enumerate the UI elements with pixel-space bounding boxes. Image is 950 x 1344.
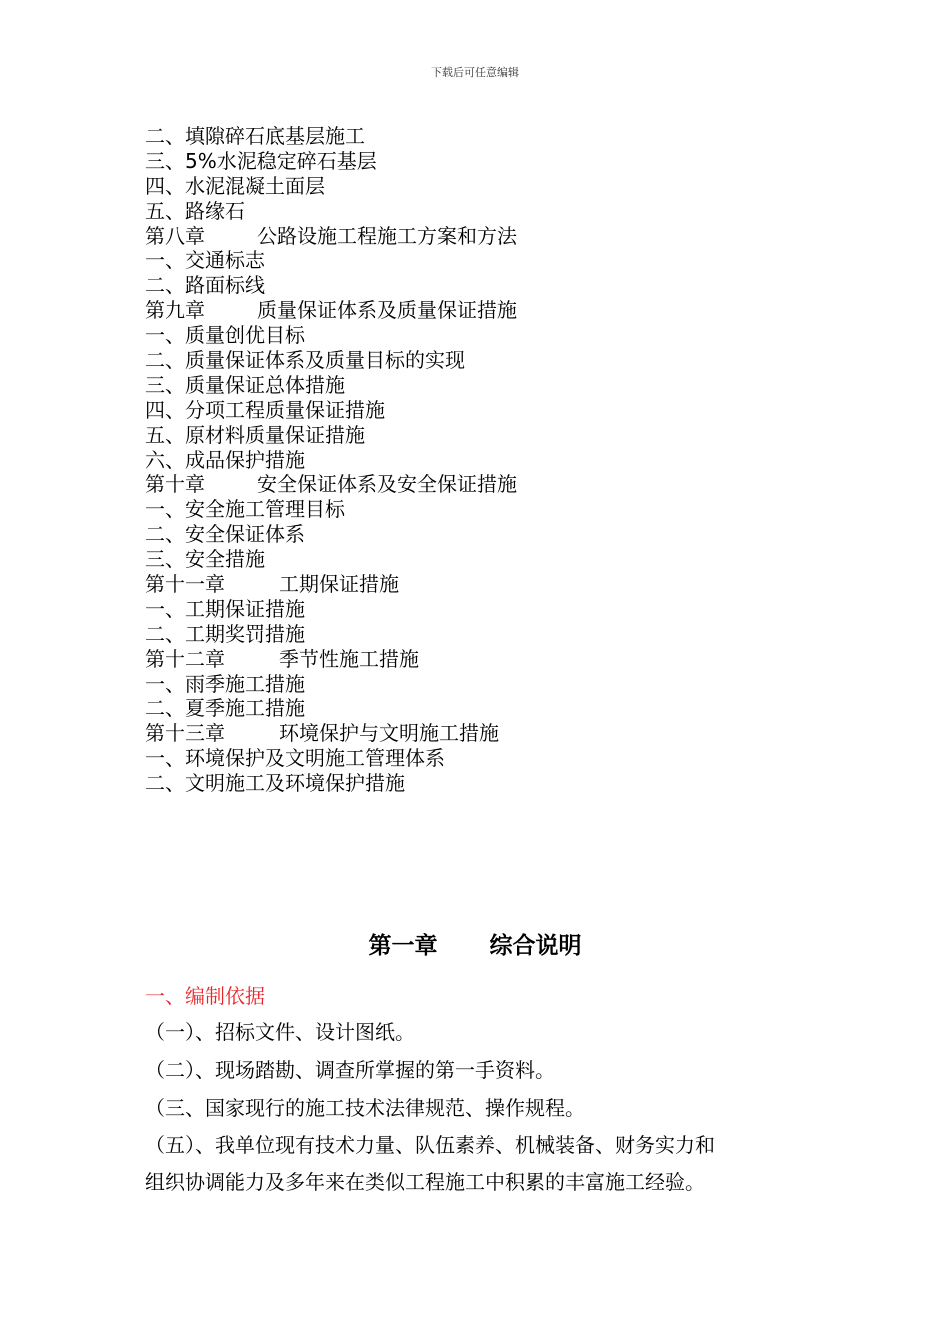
- toc-item: 二、安全保证体系: [145, 522, 305, 547]
- toc-item: 二、文明施工及环境保护措施: [145, 771, 405, 796]
- toc-item: 一、雨季施工措施: [145, 671, 305, 696]
- toc-chapter-number: 第九章: [145, 298, 205, 323]
- toc-item: 四、分项工程质量保证措施: [145, 397, 385, 422]
- toc-chapter: [145, 721, 805, 746]
- toc-item: 二、工期奖罚措施: [145, 621, 305, 646]
- toc-item: 一、工期保证措施: [145, 596, 305, 621]
- toc-chapter-number: 第十一章: [145, 572, 225, 597]
- toc-chapter: [145, 472, 805, 497]
- toc-item: 一、环境保护及文明施工管理体系: [145, 746, 445, 771]
- body-paragraph: （一）、招标文件、设计图纸。: [145, 1020, 415, 1044]
- toc-chapter-title: 季节性施工措施: [279, 646, 419, 671]
- body-paragraph: （三、国家现行的施工技术法律规范、操作规程。: [145, 1096, 585, 1120]
- toc-item: 二、路面标线: [145, 273, 265, 298]
- toc-chapter-title: 安全保证体系及安全保证措施: [257, 472, 517, 497]
- chapter-number: 第一章: [368, 933, 438, 959]
- toc-item: 一、质量创优目标: [145, 323, 305, 348]
- toc-item: 二、质量保证体系及质量目标的实现: [145, 348, 465, 373]
- toc-item: 五、原材料质量保证措施: [145, 422, 365, 447]
- page-header: 下载后可任意编辑: [431, 66, 519, 79]
- toc-item: 三、5%水泥稳定碎石基层: [145, 148, 377, 173]
- toc-item: 四、水泥混凝土面层: [145, 173, 325, 198]
- toc-item: 一、交通标志: [145, 248, 265, 273]
- toc-item: 六、成品保护措施: [145, 447, 305, 472]
- toc-item: 三、质量保证总体措施: [145, 372, 345, 397]
- chapter-title: 综合说明: [489, 933, 582, 959]
- toc-chapter-title: 公路设施工程施工方案和方法: [257, 223, 517, 248]
- toc-item: 一、安全施工管理目标: [145, 497, 345, 522]
- toc-chapter-number: 第八章: [145, 223, 205, 248]
- section-heading: 一、编制依据: [145, 984, 265, 1008]
- toc-chapter-number: 第十三章: [145, 721, 225, 746]
- chapter-heading: [0, 928, 950, 964]
- toc-item: 二、夏季施工措施: [145, 696, 305, 721]
- toc-item: 三、安全措施: [145, 547, 265, 572]
- toc-chapter-title: 工期保证措施: [279, 572, 399, 597]
- toc-chapter: [145, 647, 805, 672]
- toc-chapter-number: 第十章: [145, 472, 205, 497]
- toc-chapter: [145, 572, 805, 597]
- toc-chapter-title: 环境保护与文明施工措施: [279, 721, 499, 746]
- toc-chapter: [145, 298, 805, 323]
- toc-item: 二、填隙碎石底基层施工: [145, 124, 365, 148]
- body-paragraph: 组织协调能力及多年来在类似工程施工中积累的丰富施工经验。: [145, 1170, 705, 1194]
- table-of-contents: [145, 124, 805, 796]
- body-paragraph: （五）、我单位现有技术力量、队伍素养、机械装备、财务实力和: [145, 1133, 715, 1157]
- toc-chapter: [145, 224, 805, 249]
- toc-chapter-title: 质量保证体系及质量保证措施: [257, 298, 517, 323]
- body-paragraph: （二）、现场踏勘、调查所掌握的第一手资料。: [145, 1058, 555, 1082]
- toc-chapter-number: 第十二章: [145, 646, 225, 671]
- toc-item: 五、路缘石: [145, 198, 245, 223]
